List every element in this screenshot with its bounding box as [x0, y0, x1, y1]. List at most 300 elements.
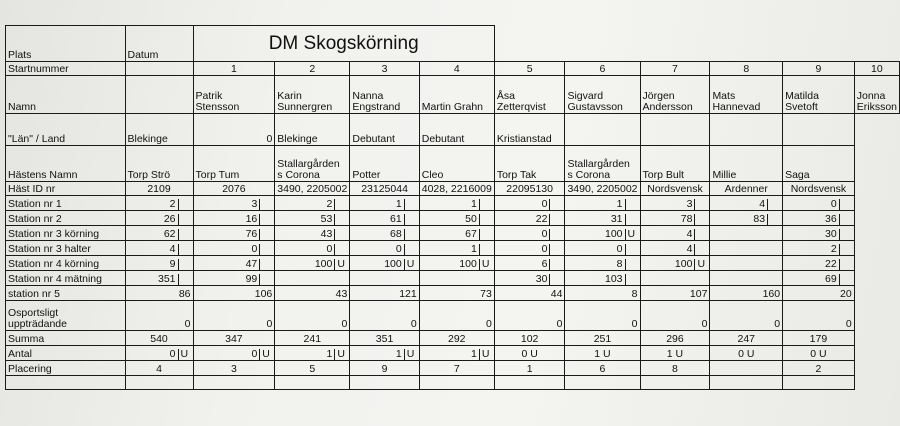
- u-flag: U: [479, 349, 492, 360]
- horse-id: Ardenner: [710, 182, 783, 196]
- station4m-value: [565, 271, 640, 286]
- blank-cell: [419, 376, 494, 390]
- score: 1: [395, 198, 402, 210]
- datum-label: Datum: [125, 26, 193, 62]
- station4k: [6, 256, 900, 271]
- station5-value: 86: [125, 286, 193, 301]
- score: 16: [245, 213, 258, 225]
- score: 22: [535, 213, 548, 225]
- u-flag: [625, 214, 638, 225]
- station1-value: [193, 196, 275, 211]
- blank-cell: [494, 376, 565, 390]
- u-flag: [259, 214, 272, 225]
- u-flag: U: [334, 259, 347, 270]
- antal-value: 0 U: [783, 346, 855, 361]
- last-name: Eriksson: [856, 101, 897, 113]
- station3h-value: [783, 241, 855, 256]
- horse-name-line2: s Corona: [567, 169, 611, 181]
- antal-count: 1: [326, 348, 333, 360]
- u-flag: [549, 214, 562, 225]
- region: Blekinge: [125, 114, 193, 146]
- score: 30: [825, 228, 837, 240]
- station2-value: [783, 211, 855, 226]
- horse-name-line1: Stallargården: [567, 158, 630, 170]
- osport-value: 0: [783, 301, 855, 331]
- first-name: Åsa: [496, 90, 515, 102]
- score: 9: [169, 258, 176, 270]
- u-flag: [404, 214, 417, 225]
- station5-value: 20: [783, 286, 855, 301]
- u-flag: [549, 244, 562, 255]
- score: 43: [320, 228, 333, 240]
- u-flag: U: [334, 349, 347, 360]
- placering-value: 4: [125, 361, 193, 376]
- score: 2: [169, 198, 176, 210]
- u-flag: [767, 199, 780, 210]
- u-flag: [694, 229, 707, 240]
- station5-row: [6, 286, 900, 301]
- station3k-label: Station nr 3 körning: [6, 226, 126, 241]
- u-flag: [178, 259, 191, 270]
- antal-count: 1: [470, 348, 477, 360]
- station4k-value: [275, 256, 350, 271]
- horse-name: [494, 146, 565, 182]
- u-flag: [259, 244, 272, 255]
- u-flag: [549, 229, 562, 240]
- placering-value: [710, 361, 783, 376]
- placering-value: 6: [565, 361, 640, 376]
- horse-name-line1: Torp Tak: [496, 169, 537, 181]
- last-name: Svetoft: [785, 101, 818, 113]
- horse-id: 3490, 2205002: [565, 182, 640, 196]
- station3h-value: [193, 241, 275, 256]
- station3k-value: [783, 226, 855, 241]
- first-name: Jonna: [856, 90, 886, 102]
- last-name: Stensson: [195, 101, 240, 113]
- osport-value: 0: [565, 301, 640, 331]
- station1-value: [275, 196, 350, 211]
- startnummer-row: [6, 62, 900, 76]
- u-flag: [178, 199, 191, 210]
- u-flag: U: [178, 349, 191, 360]
- score: 26: [163, 213, 176, 225]
- lan-label: "Län" / Land: [6, 114, 126, 146]
- score: 0: [541, 228, 548, 240]
- competitor-name: [193, 76, 275, 114]
- datum-blank: [125, 62, 193, 76]
- placering-value: 5: [275, 361, 350, 376]
- region: Debutant: [350, 114, 419, 146]
- score: 3: [251, 198, 258, 210]
- u-flag: [334, 244, 347, 255]
- station2-value: [419, 211, 494, 226]
- placering-value: 1: [494, 361, 565, 376]
- station1-value: [783, 196, 855, 211]
- u-flag: [178, 274, 191, 285]
- start-number: 10: [854, 62, 899, 76]
- start-number: 2: [275, 62, 350, 76]
- station3k-value: [350, 226, 419, 241]
- score: 47: [245, 258, 258, 270]
- score: 4: [686, 243, 693, 255]
- score: 4: [759, 198, 766, 210]
- competitor-name: [783, 76, 855, 114]
- station4m-label: Station nr 4 mätning: [6, 271, 126, 286]
- horse-id-row: [6, 182, 900, 196]
- competitor-name: [854, 76, 899, 114]
- station2-value: [494, 211, 565, 226]
- score: 8: [616, 258, 623, 270]
- namn-label: Namn: [6, 76, 126, 114]
- station4k-value: [494, 256, 565, 271]
- u-flag: [334, 199, 347, 210]
- score: 31: [610, 213, 623, 225]
- score: 68: [390, 228, 402, 240]
- station3h-label: Station nr 3 halter: [6, 241, 126, 256]
- u-flag: [839, 274, 852, 285]
- horse-id: Nordsvensk: [783, 182, 855, 196]
- u-flag: U: [404, 259, 417, 270]
- station4k-value: [565, 256, 640, 271]
- u-flag: [625, 199, 638, 210]
- start-number: 9: [783, 62, 855, 76]
- horse-id-label: Häst ID nr: [6, 182, 126, 196]
- station3h: [6, 241, 900, 256]
- antal-value: 1 U: [565, 346, 640, 361]
- summa-value: 351: [350, 331, 419, 346]
- score: 103: [604, 273, 623, 285]
- summa-value: 296: [640, 331, 710, 346]
- station4m-value: [125, 271, 193, 286]
- station3k-value: [640, 226, 710, 241]
- score: 0: [251, 243, 258, 255]
- placering-row: [6, 361, 900, 376]
- start-number: 3: [350, 62, 419, 76]
- last-name: Andersson: [642, 101, 693, 113]
- u-flag: [404, 199, 417, 210]
- summa-value: 179: [783, 331, 855, 346]
- station4k-value: [640, 256, 710, 271]
- summa-value: 241: [275, 331, 350, 346]
- u-flag: U: [479, 259, 492, 270]
- blank-row: [6, 376, 900, 390]
- score: 1: [470, 243, 477, 255]
- antal-count: 1: [395, 348, 402, 360]
- datum-blank: [125, 76, 193, 114]
- last-name: Zetterqvist: [496, 101, 546, 113]
- u-flag: [178, 229, 191, 240]
- blank-cell: [6, 376, 126, 390]
- score: 0: [541, 198, 548, 210]
- horse-id: 4028, 2216009: [419, 182, 494, 196]
- region: Kristianstad: [494, 114, 565, 146]
- u-flag: [549, 199, 562, 210]
- station1-value: [125, 196, 193, 211]
- station4k-value: [419, 256, 494, 271]
- station5-value: 43: [275, 286, 350, 301]
- last-name: Engstrand: [352, 101, 401, 113]
- u-flag: U: [625, 229, 638, 240]
- station4m-value: [419, 271, 494, 286]
- blank-cell: [783, 376, 855, 390]
- score: 3: [686, 198, 693, 210]
- osport-value: 0: [419, 301, 494, 331]
- score: 22: [825, 258, 837, 270]
- u-flag: [404, 244, 417, 255]
- placering-value: 9: [350, 361, 419, 376]
- score: 62: [163, 228, 176, 240]
- horse-name: [710, 146, 783, 182]
- score: 83: [753, 213, 766, 225]
- horse-name: [783, 146, 855, 182]
- competitor-name: [640, 76, 710, 114]
- u-flag: [839, 229, 852, 240]
- horse-id: 2076: [193, 182, 275, 196]
- u-flag: [694, 244, 707, 255]
- score: 100: [459, 258, 477, 270]
- u-flag: [549, 259, 562, 270]
- horse-id: 2109: [125, 182, 193, 196]
- blank-cell: [640, 376, 710, 390]
- summa-label: Summa: [6, 331, 126, 346]
- station5-value: 44: [494, 286, 565, 301]
- antal-value: [419, 346, 494, 361]
- score: 69: [825, 273, 837, 285]
- first-name: Sigvard: [567, 90, 604, 102]
- u-flag: [259, 259, 272, 270]
- competitor-name: [494, 76, 565, 114]
- station3k-value: [419, 226, 494, 241]
- score: 0: [541, 243, 548, 255]
- region: 0: [193, 114, 275, 146]
- station4m-value: [494, 271, 565, 286]
- score: 53: [320, 213, 333, 225]
- station4m: [6, 271, 900, 286]
- header-row: [6, 26, 900, 62]
- horse-name: [640, 146, 710, 182]
- region: [640, 114, 710, 146]
- station4m-value: [783, 271, 855, 286]
- station3h-value: [350, 241, 419, 256]
- station1-value: [565, 196, 640, 211]
- horse-name: [565, 146, 640, 182]
- station3h-value: [275, 241, 350, 256]
- score: 36: [825, 213, 837, 225]
- station5-label: station nr 5: [6, 286, 126, 301]
- osport-label-line1: Osportsligt: [8, 307, 59, 319]
- station3k-value: [125, 226, 193, 241]
- region: [710, 114, 783, 146]
- last-name: Sunnergren: [277, 101, 333, 113]
- station3k-value: [710, 226, 783, 241]
- station1-value: [350, 196, 419, 211]
- last-name: Hannevad: [712, 101, 761, 113]
- station1-value: [640, 196, 710, 211]
- u-flag: [625, 244, 638, 255]
- station2-value: [640, 211, 710, 226]
- station2-value: [350, 211, 419, 226]
- station2-label: Station nr 2: [6, 211, 126, 226]
- score: 61: [390, 213, 402, 225]
- u-flag: [694, 214, 707, 225]
- antal-value: 0 U: [494, 346, 565, 361]
- u-flag: [334, 229, 347, 240]
- horse-label: Hästens Namn: [6, 146, 126, 182]
- station3k-value: [193, 226, 275, 241]
- station3h-value: [125, 241, 193, 256]
- station2-value: [565, 211, 640, 226]
- u-flag: [839, 259, 852, 270]
- horse-name-line1: Stallargården: [277, 158, 340, 170]
- station2-value: [275, 211, 350, 226]
- station1-value: [710, 196, 783, 211]
- horse-name-line1: Cleo: [421, 169, 444, 181]
- score: 99: [245, 273, 258, 285]
- u-flag: [549, 274, 562, 285]
- start-number: 6: [565, 62, 640, 76]
- score: 0: [326, 243, 333, 255]
- startnummer-label: Startnummer: [6, 62, 126, 76]
- antal-value: [193, 346, 275, 361]
- region: [565, 114, 640, 146]
- score: 1: [616, 198, 623, 210]
- station3k: [6, 226, 900, 241]
- horse-name: [193, 146, 275, 182]
- antal-row: [6, 346, 900, 361]
- station3h-value: [494, 241, 565, 256]
- blank-cell: [565, 376, 640, 390]
- horse-name-line1: Potter: [352, 169, 381, 181]
- score: 0: [830, 198, 837, 210]
- summa-value: 540: [125, 331, 193, 346]
- u-flag: U: [259, 349, 272, 360]
- competitor-name: [275, 76, 350, 114]
- station5-value: 107: [640, 286, 710, 301]
- blank-cell: [125, 376, 193, 390]
- horse-name: [125, 146, 193, 182]
- horse-id: 22095130: [494, 182, 565, 196]
- station4m-value: [640, 271, 710, 286]
- start-number: 8: [710, 62, 783, 76]
- placering-value: 7: [419, 361, 494, 376]
- station4m-value: [710, 271, 783, 286]
- results-table: [5, 25, 900, 390]
- namn-row: [6, 76, 900, 114]
- station4k-value: [193, 256, 275, 271]
- u-flag: [839, 214, 852, 225]
- u-flag: [479, 214, 492, 225]
- u-flag: [259, 274, 272, 285]
- first-name: Matilda: [785, 90, 819, 102]
- osport-value: 0: [275, 301, 350, 331]
- station5-value: 121: [350, 286, 419, 301]
- horse-name: [275, 146, 350, 182]
- station4m-value: [193, 271, 275, 286]
- antal-label: Antal: [6, 346, 126, 361]
- u-flag: [694, 199, 707, 210]
- station3h-value: [710, 241, 783, 256]
- score: 1: [470, 198, 477, 210]
- u-flag: [767, 214, 780, 225]
- u-flag: [479, 244, 492, 255]
- osport-label: [6, 301, 126, 331]
- score: 100: [314, 258, 333, 270]
- start-number: 7: [640, 62, 710, 76]
- horse-name: [419, 146, 494, 182]
- first-name: Jörgen: [642, 90, 675, 102]
- competitor-name: [710, 76, 783, 114]
- score: 78: [680, 213, 693, 225]
- u-flag: U: [694, 259, 707, 270]
- summa-value: 292: [419, 331, 494, 346]
- osport-value: 0: [350, 301, 419, 331]
- station3k-value: [275, 226, 350, 241]
- u-flag: [334, 214, 347, 225]
- station2-value: [193, 211, 275, 226]
- station4m-value: [350, 271, 419, 286]
- score: 6: [541, 258, 548, 270]
- placering-value: 8: [640, 361, 710, 376]
- station2: [6, 211, 900, 226]
- u-flag: [839, 244, 852, 255]
- score: 76: [245, 228, 258, 240]
- blank-cell: [275, 376, 350, 390]
- region: [783, 114, 855, 146]
- score: 0: [395, 243, 402, 255]
- score: 2: [326, 198, 333, 210]
- osport-value: 0: [193, 301, 275, 331]
- score: 100: [604, 228, 623, 240]
- station4m-value: [275, 271, 350, 286]
- lan-row: [6, 114, 900, 146]
- station3k-value: [565, 226, 640, 241]
- score: 100: [674, 258, 693, 270]
- score: 100: [384, 258, 402, 270]
- summa-row: [6, 331, 900, 346]
- station1-value: [494, 196, 565, 211]
- blank-cell: [193, 376, 275, 390]
- u-flag: [178, 214, 191, 225]
- station1-label: Station nr 1: [6, 196, 126, 211]
- station3h-value: [565, 241, 640, 256]
- placering-label: Placering: [6, 361, 126, 376]
- antal-value: [125, 346, 193, 361]
- station3k-value: [494, 226, 565, 241]
- horse-name-line1: Torp Tum: [195, 169, 240, 181]
- summa-value: 102: [494, 331, 565, 346]
- osport-value: 0: [710, 301, 783, 331]
- osport-value: 0: [640, 301, 710, 331]
- first-name: Mats: [712, 90, 736, 102]
- horse-id: Nordsvensk: [640, 182, 710, 196]
- antal-value: [275, 346, 350, 361]
- station2-value: [710, 211, 783, 226]
- horse-name: [350, 146, 419, 182]
- u-flag: [259, 229, 272, 240]
- u-flag: [479, 199, 492, 210]
- start-number: 5: [494, 62, 565, 76]
- placering-value: 3: [193, 361, 275, 376]
- u-flag: [839, 199, 852, 210]
- region: Debutant: [419, 114, 494, 146]
- last-name: Martin Grahn: [421, 101, 484, 113]
- horse-id: 23125044: [350, 182, 419, 196]
- first-name: Nanna: [352, 90, 384, 102]
- score: 50: [465, 213, 477, 225]
- antal-count: 0: [251, 348, 258, 360]
- antal-value: 0 U: [710, 346, 783, 361]
- score: 67: [465, 228, 477, 240]
